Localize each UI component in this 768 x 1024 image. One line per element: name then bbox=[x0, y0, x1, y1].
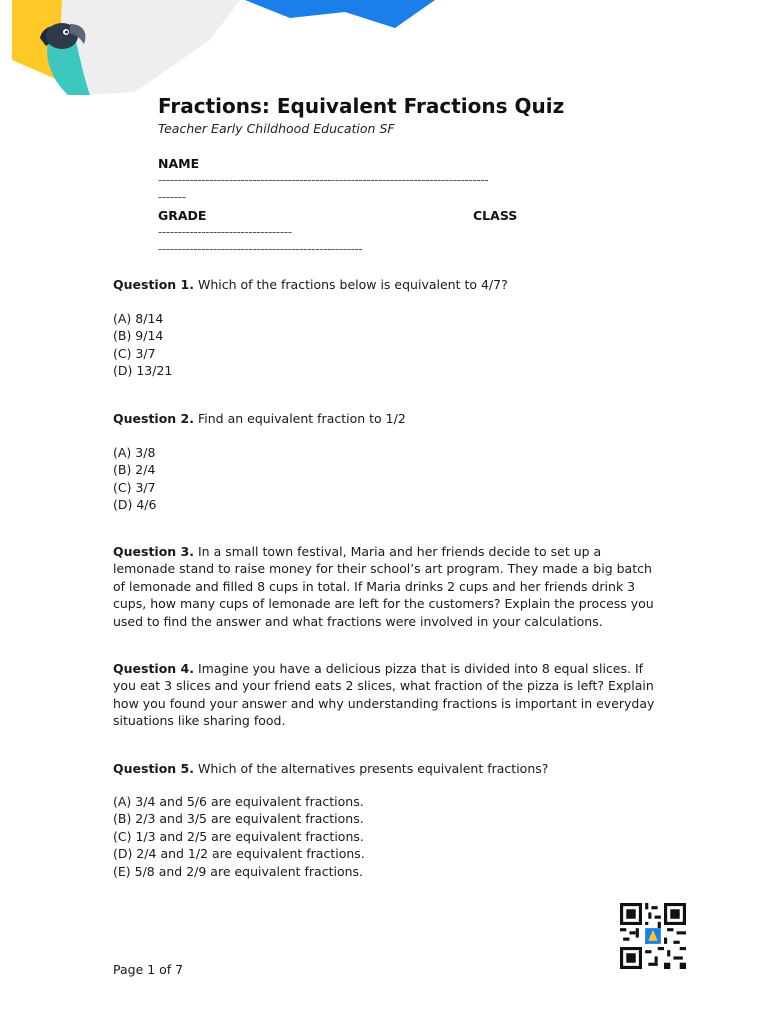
question-text: Which of the alternatives presents equivalent fractions? bbox=[197, 761, 549, 776]
question-5 bbox=[113, 760, 663, 777]
option-item[interactable]: (E) 5/8 and 2/9 are equivalent fractions. bbox=[113, 863, 364, 879]
question-number: Question 2. bbox=[113, 411, 194, 426]
page-number: Page 1 of 7 bbox=[113, 962, 184, 977]
question-1-options bbox=[113, 310, 172, 380]
option-item[interactable]: (D) 13/21 bbox=[113, 363, 173, 379]
grade-label: GRADE bbox=[158, 208, 207, 223]
grade-input-line[interactable]: ---------------------------------- bbox=[158, 225, 292, 239]
question-2 bbox=[113, 410, 663, 427]
option-item[interactable]: (A) 3/4 and 5/6 are equivalent fractions. bbox=[113, 794, 364, 809]
option-item[interactable]: (A) 8/14 bbox=[113, 311, 164, 326]
qr-code-icon[interactable] bbox=[620, 903, 686, 969]
question-number: Question 3. bbox=[113, 544, 194, 559]
question-3 bbox=[113, 543, 663, 630]
option-item[interactable]: (D) 4/6 bbox=[113, 497, 157, 513]
question-4 bbox=[113, 660, 663, 730]
page-subtitle: Teacher Early Childhood Education SF bbox=[158, 121, 395, 136]
question-number: Question 1. bbox=[113, 277, 194, 292]
option-item[interactable]: (A) 3/8 bbox=[113, 445, 156, 460]
question-2-options bbox=[113, 444, 156, 514]
name-input-line-cont[interactable]: ------- bbox=[158, 190, 186, 204]
option-item[interactable]: (B) 2/3 and 3/5 are equivalent fractions. bbox=[113, 811, 364, 827]
question-text: Imagine you have a delicious pizza that is divided into 8 equal slices. If you eat 3 slices and your friend eats 2 slices, what fraction of the pizza is left? Explain how you found your answer and why understanding fractions is important in everyday situations like sharing food. bbox=[113, 661, 655, 729]
page-title: Fractions: Equivalent Fractions Quiz bbox=[158, 94, 565, 118]
question-number: Question 4. bbox=[113, 661, 194, 676]
question-1 bbox=[113, 276, 663, 293]
class-input-line[interactable]: ---------------------------------------------------- bbox=[158, 242, 363, 256]
blue-shape bbox=[245, 0, 435, 28]
option-item[interactable]: (B) 2/4 bbox=[113, 462, 156, 478]
option-item[interactable]: (C) 3/7 bbox=[113, 345, 156, 361]
question-text: In a small town festival, Maria and her friends decide to set up a lemonade stand to raise money for their school’s art program. They made a big batch of lemonade and filled 8 cups in total. If Maria drinks 2 cups and her friends drink 3 cups, how many cups of lemonade are left for the customers? Explain the process you used to find the answer and what fractions were involved in your calculations. bbox=[113, 544, 654, 629]
option-item[interactable]: (B) 9/14 bbox=[113, 328, 164, 344]
question-text: Find an equivalent fraction to 1/2 bbox=[197, 411, 406, 426]
question-number: Question 5. bbox=[113, 761, 194, 776]
class-label: CLASS bbox=[473, 208, 518, 223]
name-input-line[interactable]: ------------------------------------------------------------------------------------ bbox=[158, 173, 489, 187]
option-item[interactable]: (D) 2/4 and 1/2 are equivalent fractions. bbox=[113, 846, 365, 862]
question-text: Which of the fractions below is equivalent to 4/7? bbox=[197, 277, 508, 292]
option-item[interactable]: (C) 1/3 and 2/5 are equivalent fractions. bbox=[113, 828, 364, 844]
option-item[interactable]: (C) 3/7 bbox=[113, 479, 156, 495]
question-5-options bbox=[113, 793, 365, 880]
name-label: NAME bbox=[158, 156, 200, 171]
header-decoration bbox=[0, 0, 768, 100]
